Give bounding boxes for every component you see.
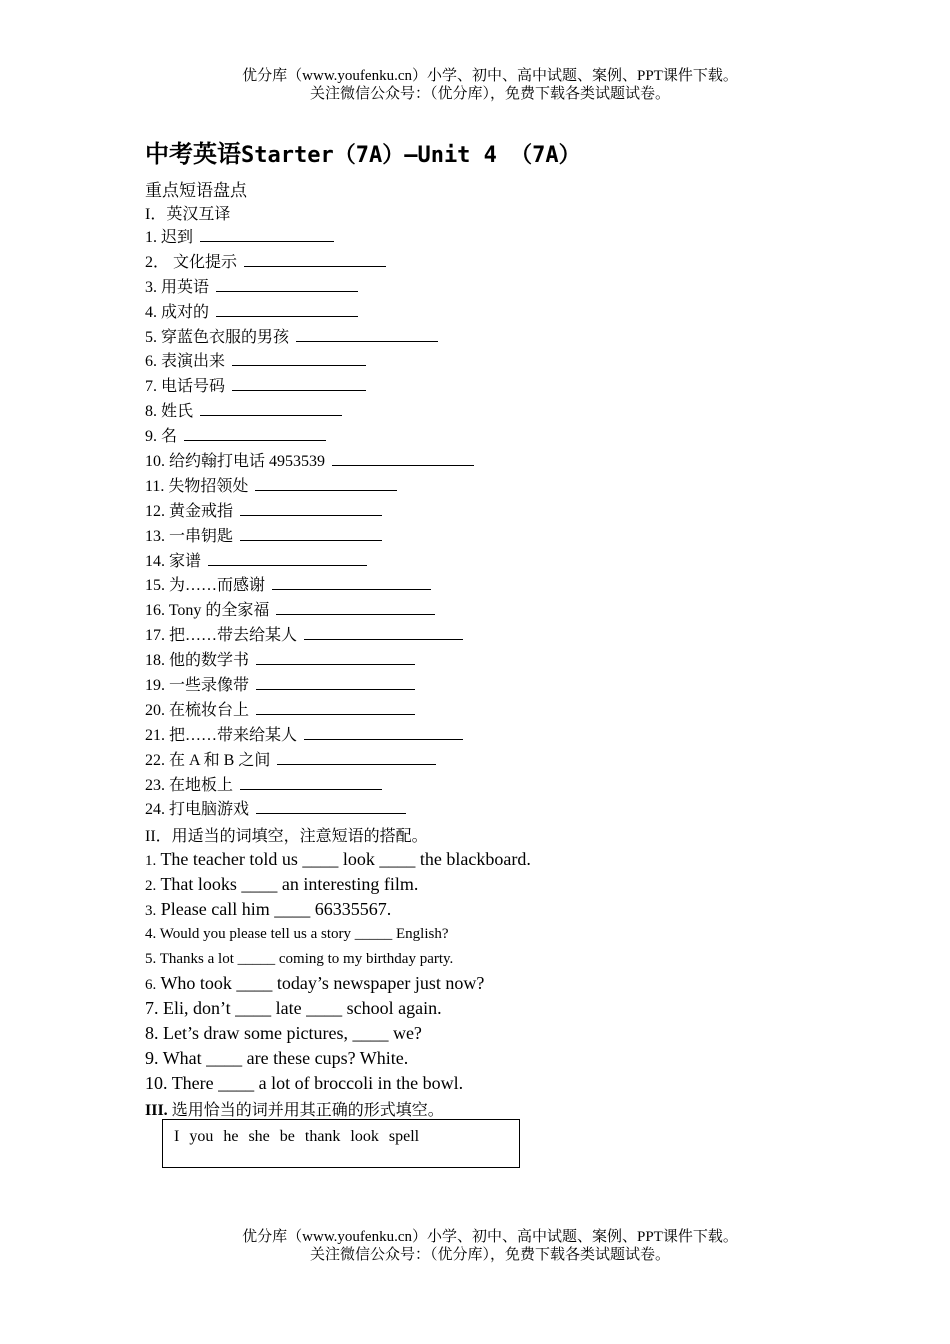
list-item: 10. 给约翰打电话 4953539 bbox=[145, 450, 474, 475]
list-item: 16. Tony 的全家福 bbox=[145, 599, 474, 624]
footer-line-1: 优分库（www.youfenku.cn）小学、初中、高中试题、案例、PPT课件下载。 bbox=[242, 1229, 738, 1245]
list-item: 11. 失物招领处 bbox=[145, 475, 474, 500]
answer-blank[interactable] bbox=[255, 476, 397, 491]
word-bank-item: thank bbox=[304, 1128, 341, 1145]
section-2-heading: II．用适当的词填空，注意短语的搭配。 bbox=[145, 828, 428, 845]
list-item: 13. 一串钥匙 bbox=[145, 525, 474, 550]
word-bank-item: you bbox=[189, 1128, 214, 1145]
list-item: 1. 迟到 bbox=[145, 226, 474, 251]
list-item: 19. 一些录像带 bbox=[145, 674, 474, 699]
list-item: 17. 把……带去给某人 bbox=[145, 624, 474, 649]
list-item: 9. What ____ are these cups? White. bbox=[145, 1048, 409, 1069]
list-item: 10. There ____ a lot of broccoli in the bowl. bbox=[145, 1073, 464, 1094]
answer-blank[interactable] bbox=[216, 277, 358, 292]
answer-blank[interactable] bbox=[256, 700, 415, 715]
answer-blank[interactable] bbox=[216, 302, 358, 317]
list-item: 24. 打电脑游戏 bbox=[145, 798, 474, 823]
page-title bbox=[145, 134, 581, 169]
answer-blank[interactable] bbox=[304, 625, 463, 640]
answer-blank[interactable] bbox=[200, 227, 334, 242]
answer-blank[interactable] bbox=[200, 401, 342, 416]
list-item: 22. 在 A 和 B 之间 bbox=[145, 749, 474, 774]
list-item: 8. 姓氏 bbox=[145, 400, 474, 425]
answer-blank[interactable] bbox=[304, 725, 463, 740]
answer-blank[interactable] bbox=[276, 600, 435, 615]
answer-blank[interactable] bbox=[184, 426, 326, 441]
answer-blank[interactable] bbox=[256, 675, 415, 690]
list-item: 8. Let’s draw some pictures, ____ we? bbox=[145, 1023, 422, 1044]
list-item: 9. 名 bbox=[145, 425, 474, 450]
list-item: 5. Thanks a lot _____ coming to my birthday party. bbox=[145, 950, 454, 967]
answer-blank[interactable] bbox=[240, 501, 382, 516]
list-item: 7. Eli, don’t ____ late ____ school again. bbox=[145, 998, 442, 1019]
answer-blank[interactable] bbox=[232, 376, 366, 391]
list-item: 12. 黄金戒指 bbox=[145, 500, 474, 525]
answer-blank[interactable] bbox=[256, 799, 406, 814]
header-line-1: 优分库（www.youfenku.cn）小学、初中、高中试题、案例、PPT课件下载。 bbox=[242, 68, 738, 84]
list-item: 21. 把……带来给某人 bbox=[145, 724, 474, 749]
list-item: 2． 文化提示 bbox=[145, 251, 474, 276]
answer-blank[interactable] bbox=[332, 451, 474, 466]
list-item: 14. 家谱 bbox=[145, 550, 474, 575]
fill-in-list bbox=[145, 847, 531, 1096]
footer-line-2: 关注微信公众号：（优分库），免费下载各类试题试卷。 bbox=[309, 1247, 670, 1263]
title-prefix: 中考英语 bbox=[145, 142, 241, 168]
word-bank-item: be bbox=[279, 1128, 295, 1145]
word-bank-item: he bbox=[223, 1128, 239, 1145]
answer-blank[interactable] bbox=[296, 327, 438, 342]
list-item: 3. Please call him ____ 66335567. bbox=[145, 898, 392, 919]
translation-list bbox=[145, 226, 474, 823]
section-3-heading: III. 选用恰当的词并用其正确的形式填空。 bbox=[145, 1102, 444, 1119]
page-header bbox=[0, 67, 950, 103]
list-item: 6. 表演出来 bbox=[145, 350, 474, 375]
answer-blank[interactable] bbox=[244, 252, 386, 267]
answer-blank[interactable] bbox=[256, 650, 415, 665]
list-item: 20. 在梳妆台上 bbox=[145, 699, 474, 724]
word-bank-item: I bbox=[174, 1128, 180, 1145]
list-item: 5. 穿蓝色衣服的男孩 bbox=[145, 326, 474, 351]
answer-blank[interactable] bbox=[232, 351, 366, 366]
word-bank-box bbox=[162, 1119, 520, 1168]
list-item: 15. 为……而感谢 bbox=[145, 574, 474, 599]
answer-blank[interactable] bbox=[277, 750, 436, 765]
list-item: 23. 在地板上 bbox=[145, 774, 474, 799]
header-line-2: 关注微信公众号：（优分库），免费下载各类试题试卷。 bbox=[309, 86, 670, 102]
title-rest: Starter（7A）—Unit 4 （7A） bbox=[241, 143, 581, 168]
list-item: 4. 成对的 bbox=[145, 301, 474, 326]
word-bank-item: look bbox=[350, 1128, 379, 1145]
answer-blank[interactable] bbox=[272, 575, 431, 590]
word-bank-item: she bbox=[248, 1128, 270, 1145]
page-footer bbox=[0, 1228, 950, 1264]
answer-blank[interactable] bbox=[240, 526, 382, 541]
list-item: 18. 他的数学书 bbox=[145, 649, 474, 674]
list-item: 1. The teacher told us ____ look ____ the blackboard. bbox=[145, 849, 531, 869]
list-item: 7. 电话号码 bbox=[145, 375, 474, 400]
list-item: 4. Would you please tell us a story _____ English? bbox=[145, 925, 449, 942]
subtitle: 重点短语盘点 bbox=[145, 181, 247, 200]
answer-blank[interactable] bbox=[240, 775, 382, 790]
list-item: 6. Who took ____ today’s newspaper just now? bbox=[145, 973, 485, 994]
answer-blank[interactable] bbox=[208, 551, 367, 566]
word-bank-item: spell bbox=[388, 1128, 420, 1145]
section-1-heading: I．英汉互译 bbox=[145, 206, 231, 223]
list-item: 3. 用英语 bbox=[145, 276, 474, 301]
list-item: 2. That looks ____ an interesting film. bbox=[145, 873, 419, 894]
